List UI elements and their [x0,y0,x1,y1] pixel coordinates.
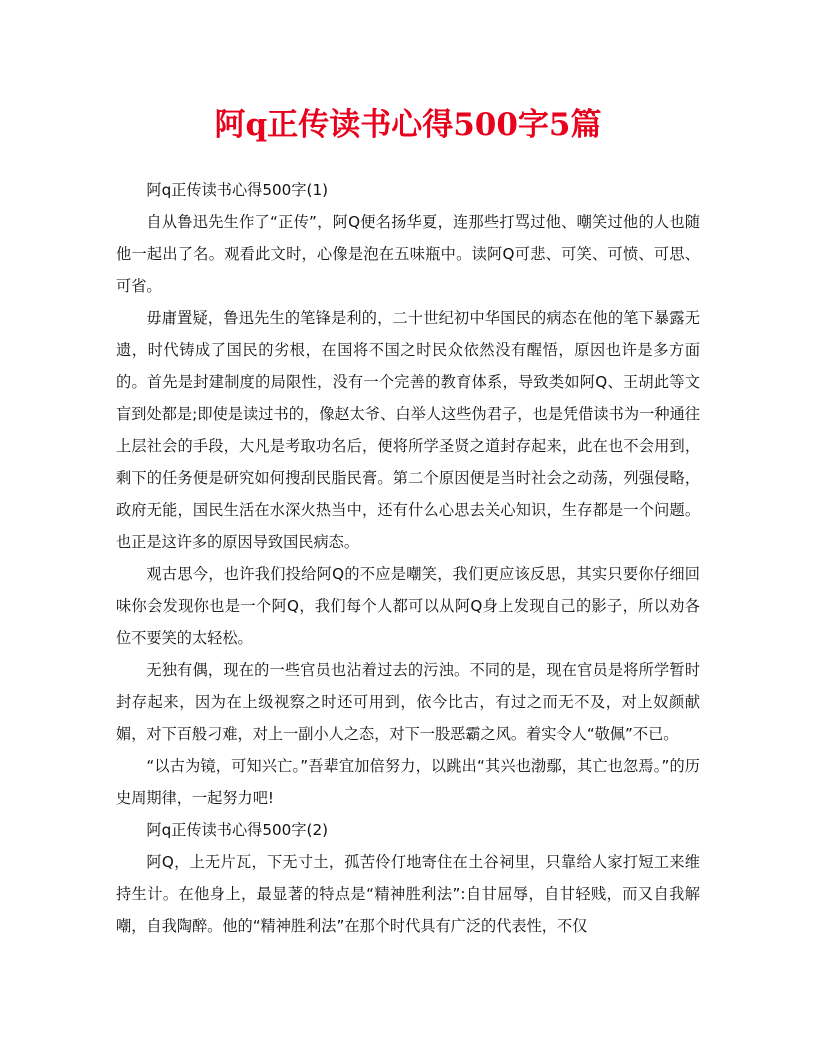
document-title: 阿q正传读书心得500字5篇 [214,107,602,143]
paragraph: 无独有偶，现在的一些官员也沾着过去的污浊。不同的是，现在官员是将所学暂时封存起来，因为在上级视察之时还可用到，依今比古，有过之而无不及，对上奴颜献媚，对下百般刁难，对上一副小人之态，对下一股恶霸之风。着实令人“敬佩”不已。 [116,661,700,743]
section-heading-1: 阿q正传读书心得500字(1) [146,181,329,199]
paragraph: 阿Q，上无片瓦，下无寸土，孤苦伶仃地寄住在土谷祠里，只靠给人家打短工来维持生计。在他身上，最显著的特点是“精神胜利法”:自甘屈辱，自甘轻贱，而又自我解嘲，自我陶醉。他的“精神胜利法”在那个时代具有广泛的代表性，不仅 [116,853,700,935]
section-heading-2: 阿q正传读书心得500字(2) [146,821,329,839]
paragraph: 观古思今，也许我们投给阿Q的不应是嘲笑，我们更应该反思，其实只要你仔细回味你会发现你也是一个阿Q，我们每个人都可以从阿Q身上发现自己的影子，所以劝各位不要笑的太轻松。 [116,565,700,647]
paragraph: “以古为镜，可知兴亡。”吾辈宜加倍努力，以跳出“其兴也渤鄢，其亡也忽焉。”的历史周期律，一起努力吧! [116,757,700,807]
document-body [116,174,700,942]
paragraph: 毋庸置疑，鲁迅先生的笔锋是利的，二十世纪初中华国民的病态在他的笔下暴露无遗，时代铸成了国民的劣根，在国将不国之时民众依然没有醒悟，原因也许是多方面的。首先是封建制度的局限性，没有一个完善的教育体系，导致类如阿Q、王胡此等文盲到处都是;即使是读过书的，像赵太爷、白举人这些伪君子，也是凭借读书为一种通往上层社会的手段，大凡是考取功名后，便将所学圣贤之道封存起来，此在也不会用到，剩下的任务便是研究如何搜刮民脂民膏。第二个原因便是当时社会之动荡，列强侵略，政府无能，国民生活在水深火热当中，还有什么心思去关心知识，生存都是一个问题。也正是这许多的原因导致国民病态。 [116,309,700,551]
paragraph: 自从鲁迅先生作了“正传”，阿Q便名扬华夏，连那些打骂过他、嘲笑过他的人也随他一起出了名。观看此文时，心像是泡在五味瓶中。读阿Q可悲、可笑、可愤、可思、可省。 [116,213,700,295]
